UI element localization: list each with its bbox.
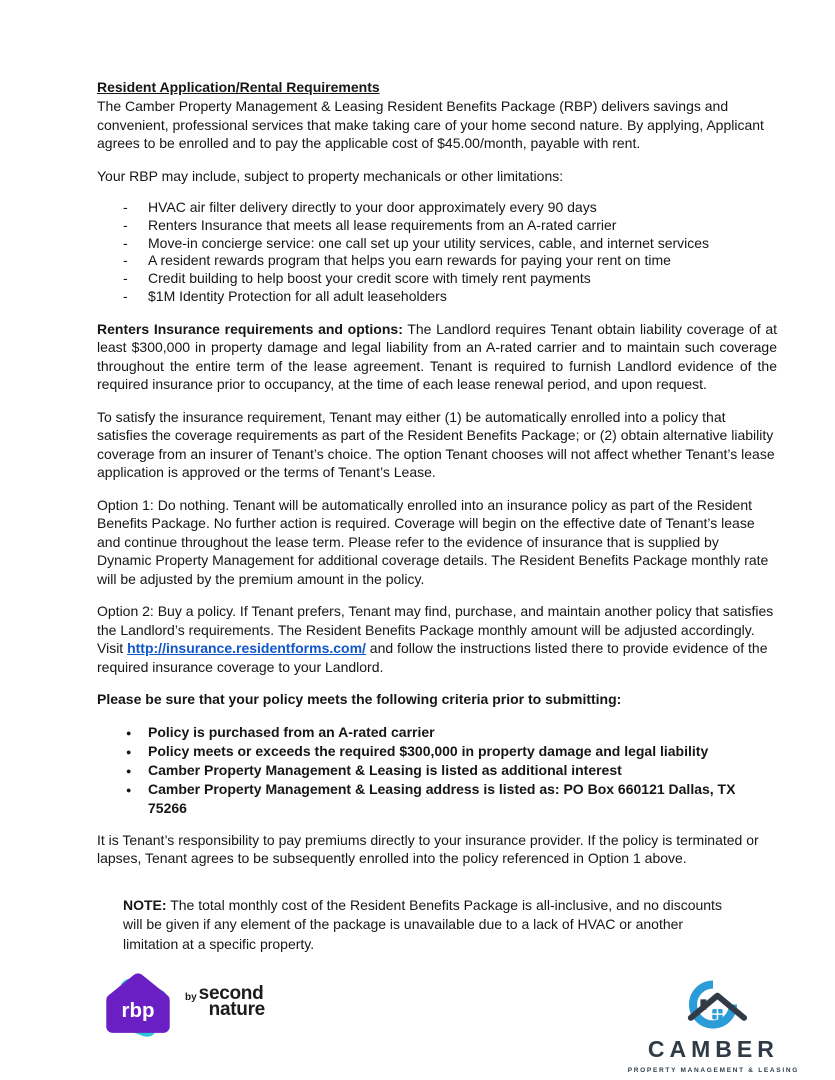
renters-insurance-paragraph [97,320,777,394]
camber-logo [628,974,799,1080]
camber-wordmark: CAMBER [647,1036,779,1063]
responsibility-paragraph: It is Tenant’s responsibility to pay premiums directly to your insurance provider. If the policy is terminated or lapses, Tenant agrees to be subsequently enrolled into the policy referenced in Option 1 above. [97,831,759,867]
insurance-forms-link[interactable]: http://insurance.residentforms.com/ [127,640,366,657]
footer-logos [97,968,817,1080]
list-item: - $1M Identity Protection for all adult leaseholders [148,288,777,306]
camber-house-icon [676,974,750,1038]
list-item: - Credit building to help boost your credit score with timely rent payments [148,270,777,288]
renters-insurance-heading: Renters Insurance requirements and options: [97,320,403,337]
criteria-heading: Please be sure that your policy meets the following criteria prior to submitting: [97,691,622,708]
list-item: - HVAC air filter delivery directly to your door approximately every 90 days [148,199,777,217]
svg-text:rbp: rbp [121,999,155,1023]
intro-paragraph: The Camber Property Management & Leasing Resident Benefits Package (RBP) delivers savings and convenient, professional services that make taking care of your home second nature. By applying, Applicant agrees to be enrolled and to pay the applicable cost of $45.00/month, payable with rent. [97,98,764,151]
option2-text-post: and follow the instructions listed there to provide evidence of the required insurance coverage to your Landlord. [97,640,768,675]
option1-paragraph: Option 1: Do nothing. Tenant will be automatically enrolled into an insurance policy as part of the Resident Benefits Package. No further action is required. Coverage will begin on the effective date of Tenant’s lease and continue throughout the lease term. Please refer to the evidence of insurance that is supplied by Dynamic Property Management for additional coverage details. The Resident Benefits Package monthly rate will be adjusted by the premium amount in the policy. [97,496,769,587]
list-item: - Renters Insurance that meets all lease requirements from an A-rated carrier [148,217,777,235]
rbp-house-icon [97,968,179,1050]
list-item: ● Policy is purchased from an A-rated carrier [148,723,777,741]
list-item: ● Policy meets or exceeds the required $300,000 in property damage and legal liability [148,742,777,760]
rbp-include-line: Your RBP may include, subject to property mechanicals or other limitations: [97,167,564,184]
option2-text-pre: Option 2: Buy a policy. If Tenant prefers, Tenant may find, purchase, and maintain another policy that satisfies the Landlord’s requirements. The Resident Benefits Package monthly amount will be adjusted accordingly. Visit [97,603,774,657]
brand-word-nature: nature [208,999,265,1021]
note-body: The total monthly cost of the Resident Benefits Package is all-inclusive, and no discounts will be given if any element of the package is unavailable due to a lack of HVAC or another limitation at a specific property. [123,896,722,952]
criteria-list [97,723,777,817]
brand-word-second: second [198,983,264,1005]
by-label: by [185,992,197,1004]
rbp-items-list [97,199,777,306]
list-item: ● Camber Property Management & Leasing address is listed as: PO Box 660121 Dallas, TX 75266 [148,780,777,816]
renters-insurance-body: The Landlord requires Tenant obtain liability coverage of at least $300,000 in property damage and legal liability from an A-rated carrier and to maintain such coverage throughout the entire term of the lease agreement. Tenant is required to furnish Landlord evidence of the required insurance prior to occupancy, at the time of each lease renewal period, and upon request. [97,320,777,393]
note-paragraph [123,896,737,955]
list-item: - A resident rewards program that helps you earn rewards for paying your rent on time [148,252,777,270]
note-label: NOTE: [123,896,167,913]
option2-paragraph [97,602,777,676]
page-title: Resident Application/Rental Requirements [97,79,380,95]
satisfy-requirement-paragraph: To satisfy the insurance requirement, Tenant may either (1) be automatically enrolled into a policy that satisfies the coverage requirements as part of the Resident Benefits Package; or (2) obtain alternative liability coverage from an insurer of Tenant’s choice. The option Tenant chooses will not affect whether Tenant’s lease application is approved or the terms of Tenant’s Lease. [97,408,775,481]
list-item: ● Camber Property Management & Leasing is listed as additional interest [148,761,777,779]
second-nature-wordmark [185,983,265,1021]
camber-tagline: PROPERTY MANAGEMENT & LEASING [627,1066,799,1074]
rbp-second-nature-logo [97,968,265,1050]
list-item: - Move-in concierge service: one call set up your utility services, cable, and internet services [148,235,777,253]
